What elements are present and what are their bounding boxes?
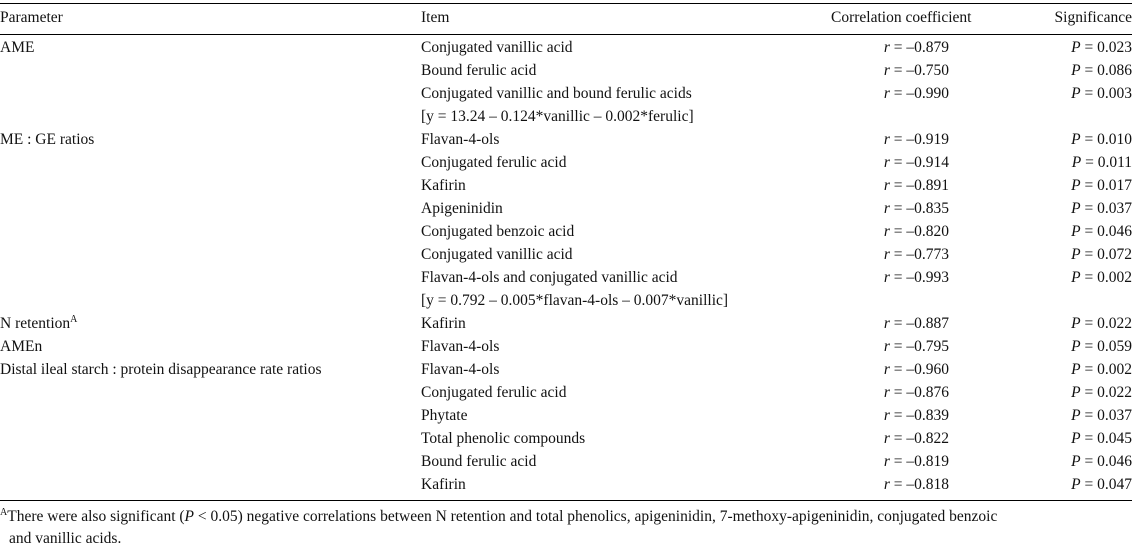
correlation-value: = –0.990 (893, 85, 949, 102)
item-cell: Conjugated ferulic acid (421, 384, 567, 401)
table-row (0, 243, 1132, 266)
significance-cell (1071, 358, 1132, 381)
table-row (0, 427, 1132, 450)
footnote-line-2: and vanillic acids. (9, 530, 122, 547)
table-row (0, 174, 1132, 197)
header-item: Item (421, 9, 450, 26)
r-symbol: r (883, 131, 890, 148)
correlation-value: = –0.835 (893, 200, 949, 217)
parameter-footnote-marker: A (70, 313, 78, 325)
significance-value: = 0.011 (1085, 154, 1132, 171)
p-symbol: P (1071, 269, 1081, 286)
correlation-value: = –0.919 (893, 131, 949, 148)
r-symbol: r (883, 39, 890, 56)
correlation-cell (884, 450, 949, 473)
parameter-cell-wrap (0, 312, 77, 335)
correlation-cell (884, 312, 949, 335)
p-symbol: P (1071, 476, 1081, 493)
correlation-value: = –0.795 (893, 338, 949, 355)
significance-value: = 0.072 (1084, 246, 1132, 263)
header-parameter: Parameter (0, 9, 63, 26)
parameter-cell: N retention (0, 315, 71, 332)
significance-value: = 0.059 (1084, 338, 1132, 355)
significance-value: = 0.086 (1084, 62, 1132, 79)
parameter-cell: AMEn (0, 338, 43, 355)
table-row (0, 404, 1132, 427)
item-cell: Conjugated benzoic acid (421, 223, 575, 240)
header-significance: Significance (1054, 9, 1132, 26)
r-symbol: r (883, 85, 890, 102)
correlation-cell (884, 243, 949, 266)
correlation-value: = –0.891 (893, 177, 949, 194)
p-symbol: P (1071, 246, 1081, 263)
r-symbol: r (883, 154, 890, 171)
item-cell: Kafirin (421, 476, 466, 493)
p-symbol: P (1071, 85, 1081, 102)
header-correlation: Correlation coefficient (831, 9, 972, 26)
correlation-cell (884, 197, 949, 220)
significance-cell (1071, 59, 1132, 82)
parameter-cell: AME (0, 39, 35, 56)
significance-cell (1071, 335, 1132, 358)
table-row (0, 59, 1132, 82)
table-row (0, 220, 1132, 243)
r-symbol: r (883, 223, 890, 240)
significance-value: = 0.046 (1084, 223, 1132, 240)
significance-cell (1071, 197, 1132, 220)
correlation-cell (884, 174, 949, 197)
significance-value: = 0.022 (1084, 315, 1132, 332)
correlation-value: = –0.876 (893, 384, 949, 401)
p-symbol: P (1071, 200, 1081, 217)
correlation-value: = –0.914 (893, 154, 949, 171)
r-symbol: r (883, 361, 890, 378)
correlation-cell (884, 473, 949, 496)
table-row (0, 105, 1132, 128)
correlation-cell (884, 59, 949, 82)
correlation-value: = –0.818 (893, 476, 949, 493)
correlation-cell (884, 220, 949, 243)
correlation-value: = –0.879 (893, 39, 949, 56)
table-row (0, 82, 1132, 105)
table-header-row (0, 6, 1132, 30)
significance-value: = 0.017 (1084, 177, 1132, 194)
r-symbol: r (883, 407, 890, 424)
r-symbol: r (883, 62, 890, 79)
p-symbol: P (1071, 315, 1081, 332)
correlation-cell (884, 128, 949, 151)
p-symbol: P (1071, 384, 1081, 401)
p-symbol: P (1071, 177, 1081, 194)
item-cell: Conjugated vanillic and bound ferulic acids (421, 85, 692, 102)
p-symbol: P (1071, 430, 1081, 447)
p-symbol: P (1071, 39, 1081, 56)
item-cell: Total phenolic compounds (421, 430, 586, 447)
correlation-value: = –0.820 (893, 223, 949, 240)
footnote-p-symbol: P (184, 508, 195, 525)
table-row (0, 128, 1132, 151)
footnote-text-after: < 0.05) negative correlations between N retention and total phenolics, apigeninidin, 7-methoxy-apigeninidin, conjugated benzoic (194, 508, 998, 525)
item-cell: Phytate (421, 407, 468, 424)
r-symbol: r (883, 246, 890, 263)
significance-cell (1071, 473, 1132, 496)
significance-cell (1071, 450, 1132, 473)
correlation-cell (884, 36, 949, 59)
r-symbol: r (883, 177, 890, 194)
correlation-value: = –0.839 (893, 407, 949, 424)
significance-value: = 0.023 (1084, 39, 1132, 56)
table-top-rule (0, 3, 1132, 4)
significance-cell (1071, 243, 1132, 266)
significance-value: = 0.046 (1084, 453, 1132, 470)
table-row (0, 289, 1132, 312)
p-symbol: P (1071, 62, 1081, 79)
table-row (0, 266, 1132, 289)
parameter-cell: Distal ileal starch : protein disappearance rate ratios (0, 361, 322, 378)
table-footnote (0, 506, 1132, 550)
significance-cell (1071, 174, 1132, 197)
correlation-cell (884, 335, 949, 358)
correlation-cell (884, 151, 949, 174)
item-cell: Bound ferulic acid (421, 453, 537, 470)
item-cell: Flavan-4-ols (421, 338, 500, 355)
parameter-cell: ME : GE ratios (0, 131, 95, 148)
correlation-value: = –0.750 (893, 62, 949, 79)
significance-value: = 0.002 (1084, 361, 1132, 378)
significance-value: = 0.022 (1084, 384, 1132, 401)
table-row (0, 197, 1132, 220)
significance-cell (1071, 312, 1132, 335)
significance-value: = 0.047 (1084, 476, 1132, 493)
p-symbol: P (1071, 361, 1081, 378)
correlation-value: = –0.887 (893, 315, 949, 332)
significance-value: = 0.010 (1084, 131, 1132, 148)
item-cell: Kafirin (421, 177, 466, 194)
r-symbol: r (883, 384, 890, 401)
table-row (0, 450, 1132, 473)
p-symbol: P (1071, 154, 1082, 171)
table-row (0, 381, 1132, 404)
item-cell: Conjugated vanillic acid (421, 246, 573, 263)
table-row (0, 335, 1132, 358)
table-row (0, 312, 1132, 335)
significance-value: = 0.045 (1084, 430, 1132, 447)
correlation-cell (884, 427, 949, 450)
table-bottom-rule (0, 500, 1132, 501)
item-cell: Conjugated ferulic acid (421, 154, 567, 171)
footnote-text-before: There were also significant ( (7, 508, 185, 525)
significance-value: = 0.037 (1084, 200, 1132, 217)
significance-cell (1071, 82, 1132, 105)
correlation-cell (884, 266, 949, 289)
r-symbol: r (883, 453, 890, 470)
r-symbol: r (883, 269, 890, 286)
item-cell: Flavan-4-ols (421, 131, 500, 148)
p-symbol: P (1071, 407, 1081, 424)
p-symbol: P (1071, 223, 1081, 240)
significance-cell (1071, 381, 1132, 404)
significance-cell (1071, 36, 1132, 59)
item-cell: Apigeninidin (421, 200, 503, 217)
significance-value: = 0.002 (1084, 269, 1132, 286)
item-cell: Flavan-4-ols (421, 361, 500, 378)
item-cell: [y = 13.24 – 0.124*vanillic – 0.002*ferulic] (421, 108, 694, 125)
item-cell: Bound ferulic acid (421, 62, 537, 79)
table-row (0, 473, 1132, 496)
significance-cell (1071, 404, 1132, 427)
r-symbol: r (883, 200, 890, 217)
correlation-value: = –0.993 (893, 269, 949, 286)
r-symbol: r (883, 338, 890, 355)
r-symbol: r (883, 430, 890, 447)
item-cell: Flavan-4-ols and conjugated vanillic acid (421, 269, 678, 286)
significance-value: = 0.037 (1084, 407, 1132, 424)
p-symbol: P (1071, 131, 1081, 148)
table-row (0, 36, 1132, 59)
table-row (0, 358, 1132, 381)
significance-value: = 0.003 (1084, 85, 1132, 102)
correlation-cell (884, 404, 949, 427)
p-symbol: P (1071, 453, 1081, 470)
table-body (0, 36, 1132, 496)
r-symbol: r (883, 315, 890, 332)
correlation-value: = –0.822 (893, 430, 949, 447)
correlation-cell (884, 358, 949, 381)
item-cell: [y = 0.792 – 0.005*flavan-4-ols – 0.007*vanillic] (421, 292, 729, 309)
significance-cell (1072, 151, 1132, 174)
significance-cell (1071, 128, 1132, 151)
correlation-cell (884, 82, 949, 105)
item-cell: Kafirin (421, 315, 466, 332)
p-symbol: P (1071, 338, 1081, 355)
correlation-value: = –0.960 (893, 361, 949, 378)
correlation-value: = –0.773 (893, 246, 949, 263)
significance-cell (1071, 220, 1132, 243)
item-cell: Conjugated vanillic acid (421, 39, 573, 56)
correlation-cell (884, 381, 949, 404)
significance-cell (1071, 266, 1132, 289)
r-symbol: r (883, 476, 890, 493)
significance-cell (1071, 427, 1132, 450)
correlation-table (0, 6, 1132, 496)
footnote-marker: A (0, 506, 8, 518)
correlation-value: = –0.819 (893, 453, 949, 470)
table-row (0, 151, 1132, 174)
